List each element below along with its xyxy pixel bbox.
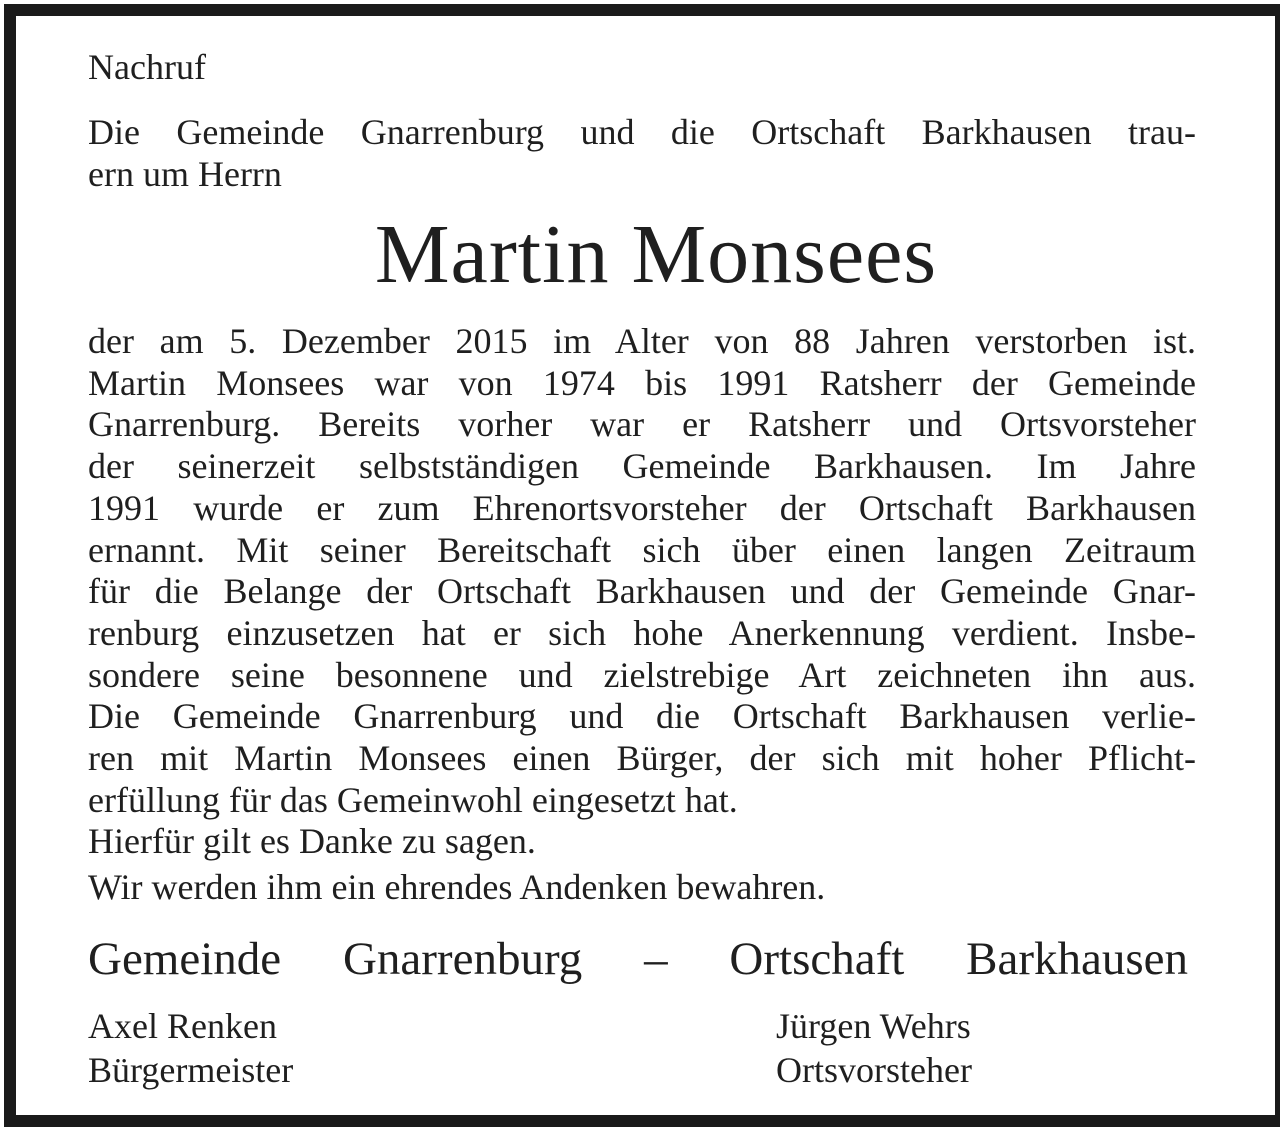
- body-line: erfüllung für das Gemeinwohl eingesetzt hat.: [88, 779, 738, 820]
- signatory-role: Bürgermeister: [88, 1050, 294, 1090]
- intro-line: Die Gemeinde Gnarrenburg und die Ortschaft Barkhausen trau-: [88, 112, 1196, 152]
- body-line: für die Belange der Ortschaft Barkhausen und der Gemeinde Gnar-: [88, 571, 1196, 612]
- body-line: der am 5. Dezember 2015 im Alter von 88 Jahren verstorben ist.: [88, 321, 1196, 361]
- obituary-notice: [4, 4, 1280, 1127]
- body-line: sondere seine besonnene und zielstrebige Art zeichneten ihn aus.: [88, 654, 1196, 695]
- body-line: Hierfür gilt es Danke zu sagen.: [88, 821, 536, 862]
- deceased-name: Martin Monsees: [374, 208, 938, 301]
- closing-sentence: Wir werden ihm ein ehrendes Andenken bewahren.: [88, 867, 826, 907]
- signatory-name: Jürgen Wehrs: [776, 1006, 971, 1046]
- organization-name: Gemeinde Gnarrenburg – Ortschaft Barkhausen: [88, 933, 1188, 985]
- body-line: Gnarrenburg. Bereits vorher war er Ratsherr und Ortsvorsteher: [88, 404, 1196, 445]
- body-line: renburg einzusetzen hat er sich hohe Anerkennung verdient. Insbe-: [88, 612, 1196, 653]
- body-line: Die Gemeinde Gnarrenburg und die Ortschaft Barkhausen verlie-: [88, 696, 1196, 737]
- body-line: ren mit Martin Monsees einen Bürger, der sich mit hoher Pflicht-: [88, 738, 1196, 779]
- body-line: der seinerzeit selbstständigen Gemeinde Barkhausen. Im Jahre: [88, 446, 1196, 487]
- signatory-name: Axel Renken: [88, 1006, 277, 1046]
- intro-line: ern um Herrn: [88, 153, 282, 194]
- body-line: ernannt. Mit seiner Bereitschaft sich über einen langen Zeitraum: [88, 529, 1196, 570]
- signatory-role: Ortsvorsteher: [776, 1050, 972, 1090]
- body-line: Martin Monsees war von 1974 bis 1991 Ratsherr der Gemeinde: [88, 362, 1196, 403]
- signatory-mayor: [88, 1004, 293, 1092]
- body-line: 1991 wurde er zum Ehrenortsvorsteher der Ortschaft Barkhausen: [88, 487, 1196, 528]
- signatory-local-head: [776, 1004, 972, 1092]
- body-paragraph: [88, 321, 1196, 863]
- notice-heading: Nachruf: [88, 47, 206, 87]
- intro-paragraph: [88, 112, 1196, 195]
